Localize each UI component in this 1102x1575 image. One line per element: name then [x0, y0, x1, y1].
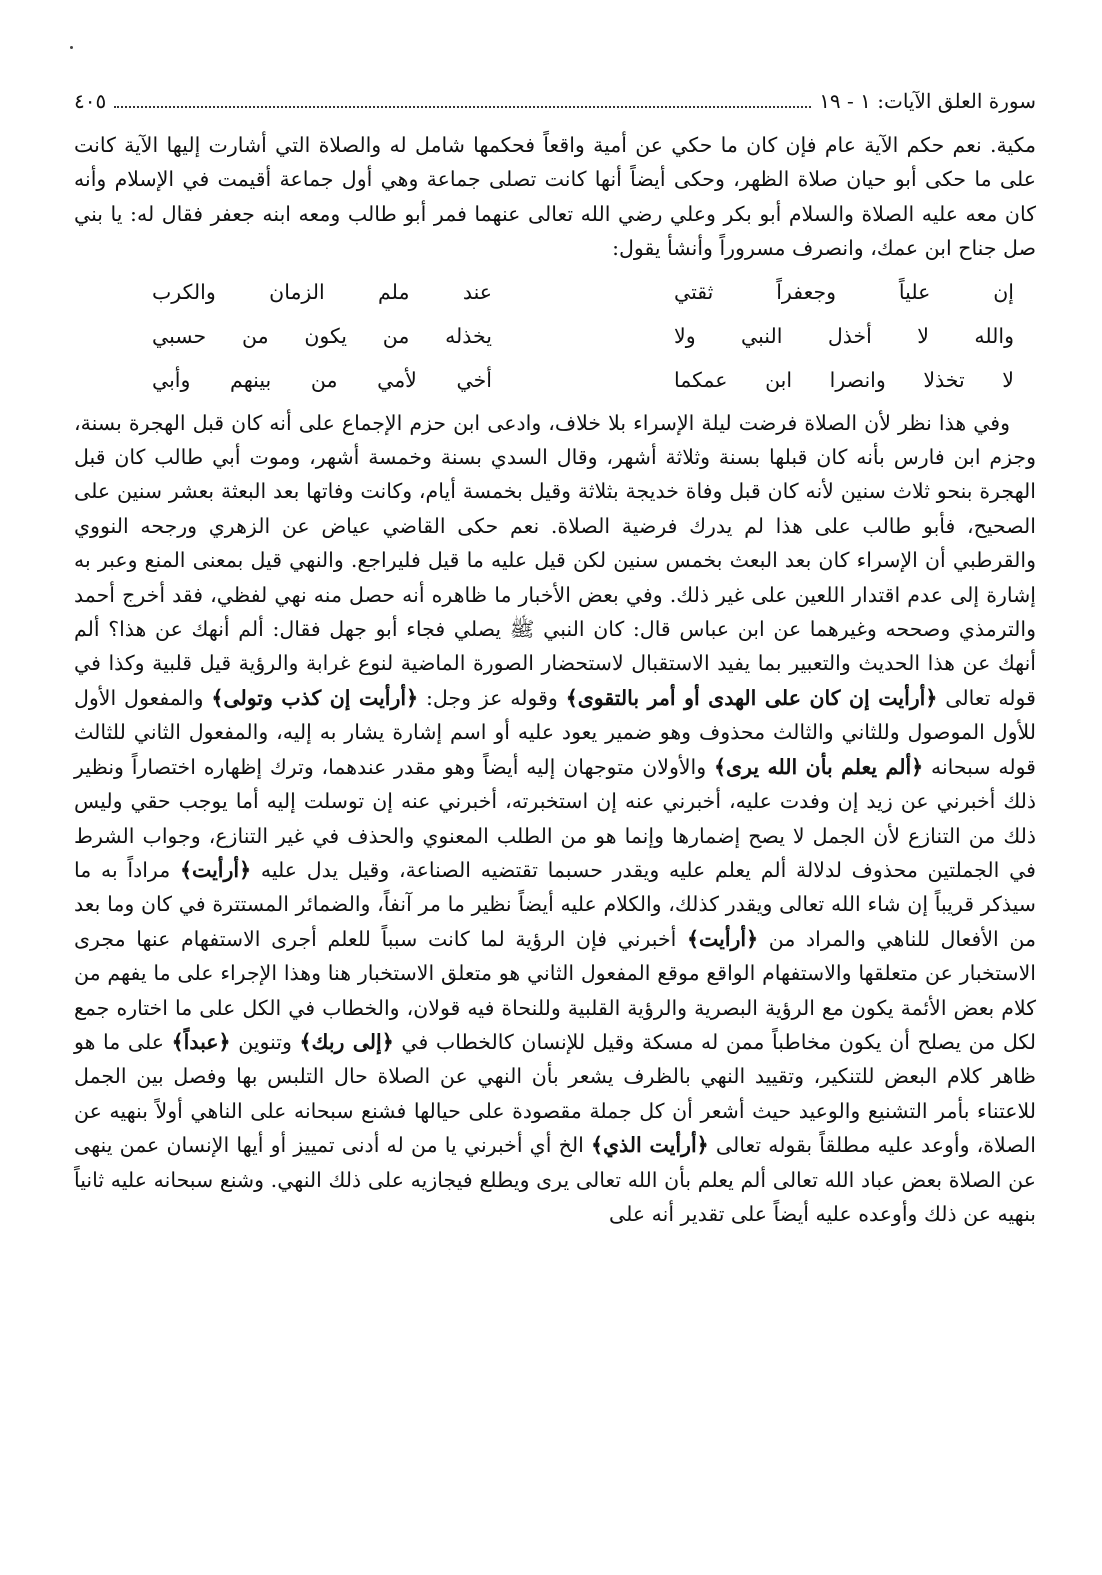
intro-paragraph: مكية. نعم حكم الآية عام فإن كان ما حكي عن أمية واقعاً فحكمها شامل له والصلاة التي أشارت إليها الآية كانت على ما حكى أبو حيان صلاة الظهر، وحكى أيضاً أنها كانت تصلى جماعة وهي أول جماعة أقيمت في الإسلام وأنه كان معه عليه الصلاة والسلام أبو بكر وعلي رضي الله تعالى عنهما فمر أبو طالب ومعه ابنه جعفر فقال له: يا بني صل جناح ابن عمك، وانصرف مسروراً وأنشأ يقول:	[74, 133, 1036, 261]
body-text: والمفعول الأول للأول الموصول وللثاني والثالث محذوف وهو ضمير يعود عليه أو اسم إشارة يشار به إليه، والمفعول الثاني للثالث قوله سبحانه	[74, 685, 1036, 779]
dotted-leader	[114, 106, 811, 108]
body-text: على ما هو ظاهر كلام البعض للتنكير، وتقييد النهي بالظرف يشعر بأن النهي عن الصلاة حال التلبس بها وفصل بين الجمل للاعتناء بأمر التشنيع والوعيد حيث أشعر أن كل جملة مقصودة على حيالها فشنع سبحانه على الناهي أولاً بنهيه عن الصلاة، وأوعد عليه مطلقاً بقوله تعالى	[74, 1029, 1036, 1158]
body-text: والأولان متوجهان إليه أيضاً وهو مقدر عندهما، وترك إظهاره اختصاراً ونظير ذلك أخبرني عن زيد إن وفدت عليه، أخبرني عنه إن استخبرته، أخبرني عنه إن توسلت إليه أما يوجب حقي وليس ذلك من التنازع لأن الجمل لا يصح إضمارها وإنما هو من الطلب المعنوي والحذف في غير التنازع، وجواب الشرط في الجملتين محذوف لدلالة ألم يعلم عليه ويقدر حسبما تقتضيه الصناعة، وقيل يدل عليه	[74, 754, 1036, 882]
page-speck	[70, 46, 73, 49]
quran-quote: ﴿أرأيت الذي﴾	[590, 1133, 709, 1158]
book-page	[74, 86, 1036, 1231]
quran-quote: ﴿أرأيت﴾	[179, 857, 252, 882]
verse-first-hemistich: لا تخذلا وانصرا ابن عمكما	[674, 367, 1014, 392]
verse-second-hemistich: أخي لأمي من بينهم وأبي	[152, 367, 492, 392]
quran-quote: ﴿أرأيت إن كان على الهدى أو أمر بالتقوى﴾	[565, 685, 938, 710]
verse-second-hemistich: يخذله من يكون من حسبي	[152, 323, 492, 348]
verse-second-hemistich: عند ملم الزمان والكرب	[152, 279, 492, 304]
body-text: وفي هذا نظر لأن الصلاة فرضت ليلة الإسراء بلا خلاف، وادعى ابن حزم الإجماع على أنه كان قبل الهجرة بسنة، وجزم ابن فارس بأنه كان قبلها بسنة وثلاثة أشهر، وقال السدي بسنة وخمسة أشهر، وموت أبي طالب كان قبل الهجرة بنحو ثلاث سنين لأنه كان قبل وفاة خديجة بثلاثة وقيل بخمسة أيام، وكانت وفاتها بعد البعثة بعشر سنين على الصحيح، فأبو طالب على هذا لم يدرك فرضية الصلاة. نعم حكى القاضي عياض عن الزهري ورجحه النووي والقرطبي أن الإسراء كان بعد البعث بخمس سنين لكن قيل عليه ما قيل فليراجع. والنهي قيل بمعنى المنع وعبر به إشارة إلى عدم اقتدار اللعين على غير ذلك. وفي بعض الأخبار ما ظاهره أنه حصل منه نهي لفظي، فقد أخرج أحمد والترمذي وصححه وغيرهما عن ابن عباس قال: كان النبي ﷺ يصلي فجاء أبو جهل فقال: ألم أنهك عن هذا؟ ألم أنهك عن هذا الحديث والتعبير بما يفيد الاستقبال لاستحضار الصورة الماضية لنوع غرابة والرؤية قيل قلبية وكذا في قوله تعالى	[74, 410, 1036, 710]
quran-quote: ﴿إلى ربك﴾	[299, 1029, 394, 1054]
poem-verse	[74, 314, 1036, 358]
body-text: وقوله عز وجل:	[425, 685, 558, 710]
quran-quote: ﴿ألم يعلم بأن الله يرى﴾	[713, 754, 924, 779]
running-header	[74, 86, 1036, 120]
header-title: سورة العلق الآيات: ١ - ١٩	[819, 89, 1036, 113]
body-text: وتنوين	[238, 1029, 292, 1054]
poem	[74, 270, 1036, 402]
quran-quote: ﴿أرأيت﴾	[686, 926, 759, 951]
quran-quote: ﴿أرأيت إن كذب وتولى﴾	[211, 685, 419, 710]
body-text: أخبرني فإن الرؤية لما كانت سبباً للعلم أجرى الاستفهام عنها مجرى الاستخبار عن متعلقها والاستفهام الواقع موقع المفعول الثاني هو متعلق الاستخبار هنا وهذا الإجراء على ما يفهم من كلام بعض الأئمة يكون مع الرؤية البصرية والرؤية القلبية وللنحاة فيه قولان، والخطاب في الكل على ما اختاره جمع لكل من يصلح أن يكون مخاطباً ممن له مسكة وقيل للإنسان كالخطاب في	[74, 926, 1036, 1054]
commentary-paragraph	[74, 406, 1036, 1232]
body-text: الخ أي أخبرني يا من له أدنى تمييز أو أيها الإنسان عمن ينهى عن الصلاة بعض عباد الله تعالى ألم يعلم بأن الله تعالى يرى ويطلع فيجازيه على ذلك النهي. وشنع سبحانه عليه ثانياً بنهيه عن ذلك وأوعده عليه أيضاً على تقدير أنه على	[74, 1133, 1036, 1226]
verse-first-hemistich: والله لا أخذل النبي ولا	[674, 323, 1014, 348]
body-text: مراداً به ما سيذكر قريباً إن شاء الله تعالى ويقدر كذلك، والكلام عليه أيضاً نظير ما مر آنفاً، والضمائر المستترة في كان وما بعد من الأفعال للناهي والمراد من	[74, 857, 1036, 951]
poem-verse	[74, 270, 1036, 314]
verse-first-hemistich: إن علياً وجعفراً ثقتي	[674, 279, 1014, 304]
quran-quote: ﴿عبداً﴾	[171, 1029, 231, 1054]
poem-verse	[74, 358, 1036, 402]
page-number: ٤٠٥	[74, 89, 107, 113]
